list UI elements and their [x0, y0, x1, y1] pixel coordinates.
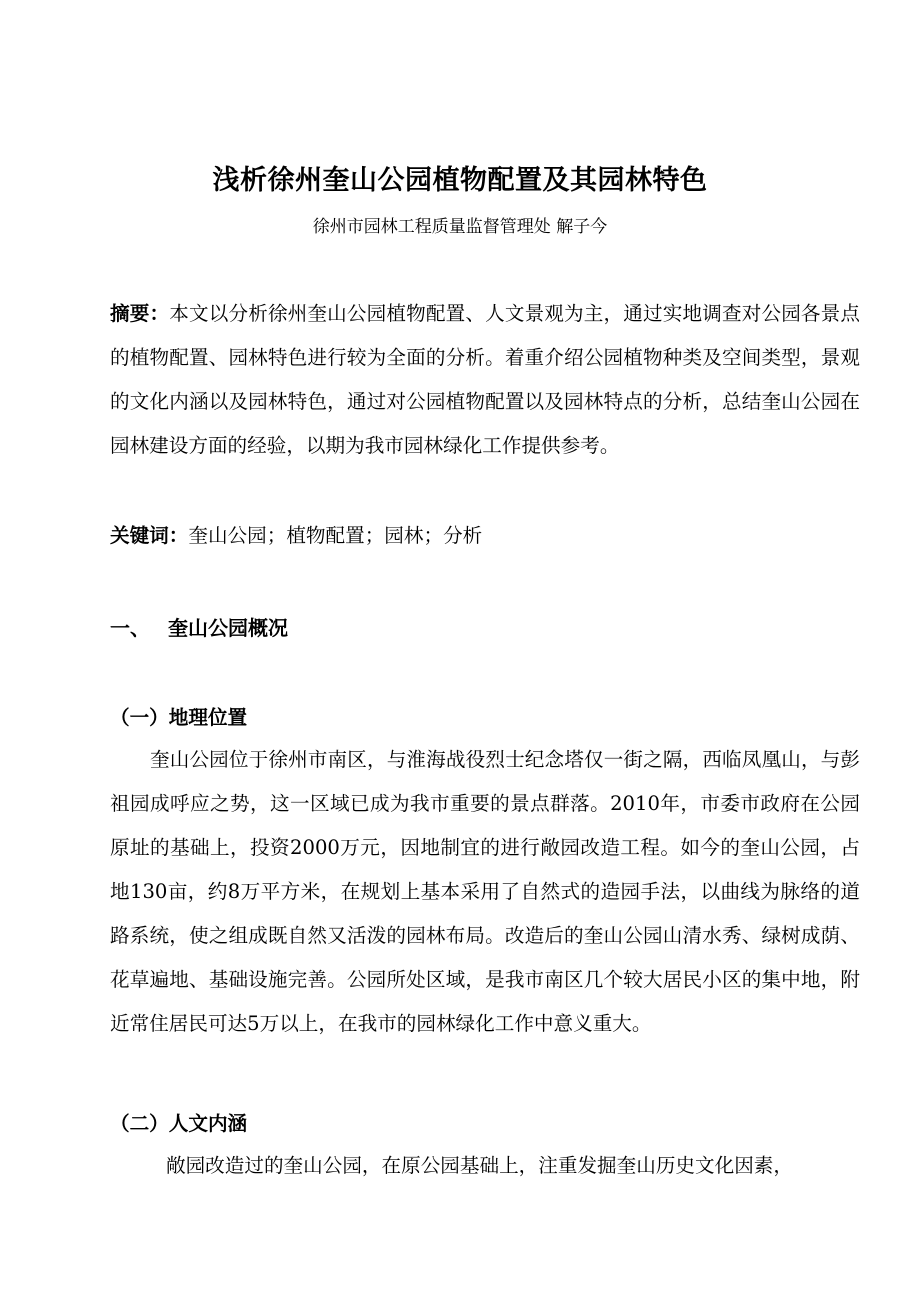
keywords-paragraph [110, 514, 860, 558]
section-number: 一、 [110, 616, 150, 640]
keywords-text: 奎山公园；植物配置；园林；分析 [188, 524, 483, 547]
author-line: 徐州市园林工程质量监督管理处 解子今 [312, 217, 608, 237]
section-heading [110, 610, 288, 646]
abstract-label: 摘要： [110, 302, 170, 325]
keywords-label: 关键词： [110, 524, 189, 547]
abstract-paragraph [110, 292, 860, 468]
subsection-heading-location: （一）地理位置 [110, 706, 248, 729]
location-paragraph: 奎山公园位于徐州市南区，与淮海战役烈士纪念塔仅一街之隔，西临凤凰山，与彭祖园成呼应之势，这一区域已成为我市重要的景点群落。2010年，市委市政府在公园原址的基础上，投资2000万元，因地制宜的进行敞园改造工程。如今的奎山公园，占地130亩，约8万平方米，在规划上基本采用了自然式的造园手法，以曲线为脉络的道路系统，使之组成既自然又活泼的园林布局。改造后的奎山公园山清水秀、绿树成荫、花草遍地、基础设施完善。公园所处区域，是我市南区几个较大居民小区的集中地，附近常住居民可达5万以上，在我市的园林绿化工作中意义重大。 [110, 748, 860, 1035]
culture-paragraph: 敞园改造过的奎山公园，在原公园基础上，注重发掘奎山历史文化因素， [166, 1154, 793, 1177]
subsection-heading-culture: （二）人文内涵 [110, 1112, 248, 1135]
document-title: 浅析徐州奎山公园植物配置及其园林特色 [212, 165, 708, 196]
abstract-text: 本文以分析徐州奎山公园植物配置、人文景观为主，通过实地调查对公园各景点的植物配置、园林特色进行较为全面的分析。着重介绍公园植物种类及空间类型，景观的文化内涵以及园林特色，通过对公园植物配置以及园林特点的分析，总结奎山公园在园林建设方面的经验，以期为我市园林绿化工作提供参考。 [110, 302, 861, 457]
section-title: 奎山公园概况 [168, 616, 288, 640]
